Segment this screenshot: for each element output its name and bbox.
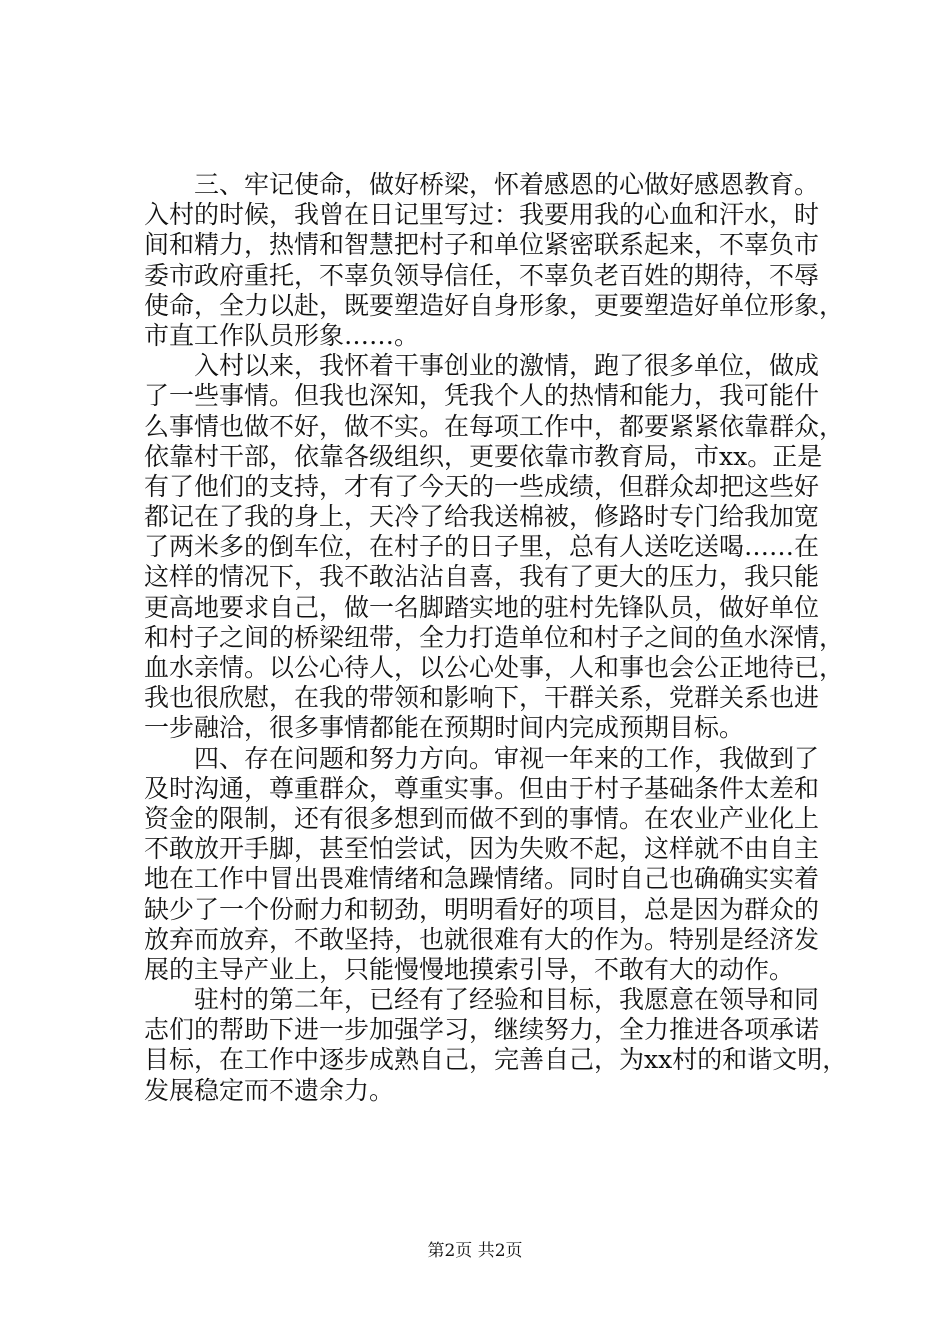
paragraph-4 [144,985,848,1106]
text-line: 我也很欣慰，在我的带领和影响下，干群关系，党群关系也进 [144,683,820,713]
text-line: 有了他们的支持，才有了今天的一些成绩，但群众却把这些好 [144,471,820,501]
text-line: 展的主导产业上，只能慢慢地摸索引导，不敢有大的动作。 [144,954,795,984]
text-line: 了一些事情。但我也深知，凭我个人的热情和能力，我可能什 [144,381,820,411]
text-line: 依靠村干部，依靠各级组织，更要依靠市教育局，市xx。正是 [144,441,823,471]
page-footer [0,1240,950,1262]
document-body [144,170,848,1106]
text-line: 驻村的第二年，已经有了经验和目标，我愿意在领导和同 [194,985,820,1015]
text-line: 血水亲情。以公心待人，以公心处事，人和事也会公正地待已， [144,653,845,682]
paragraph-2 [144,351,845,743]
text-line: 么事情也做不好，做不实。在每项工作中，都要紧紧依靠群众， [144,411,845,441]
text-line: 这样的情况下，我不敢沾沾自喜，我有了更大的压力，我只能 [144,562,820,592]
text-line: 一步融洽，很多事情都能在预期时间内完成预期目标。 [144,713,745,743]
text-line: 和村子之间的桥梁纽带，全力打造单位和村子之间的鱼水深情， [144,622,845,652]
text-line: 委市政府重托，不辜负领导信任，不辜负老百姓的期待，不辱 [144,260,820,290]
text-line: 发展稳定而不遗余力。 [144,1075,395,1105]
text-line: 入村的时候，我曾在日记里写过：我要用我的心血和汗水，时 [144,200,820,230]
text-line: 四、存在问题和努力方向。审视一年来的工作，我做到了 [194,743,820,773]
text-line: 市直工作队员形象……。 [144,320,420,350]
page-number: 第2页 共2页 [427,1241,523,1261]
text-line: 放弃而放弃，不敢坚持，也就很难有大的作为。特别是经济发 [144,924,820,954]
text-line: 了两米多的倒车位，在村子的日子里，总有人送吃送喝……在 [144,532,820,562]
text-line: 更高地要求自己，做一名脚踏实地的驻村先锋队员，做好单位 [144,592,820,622]
text-line: 间和精力，热情和智慧把村子和单位紧密联系起来，不辜负市 [144,230,820,260]
text-line: 都记在了我的身上，天冷了给我送棉被，修路时专门给我加宽 [144,502,820,532]
paragraph-1 [144,170,845,351]
text-line: 不敢放开手脚，甚至怕尝试，因为失败不起，这样就不由自主 [144,834,820,864]
text-line: 目标，在工作中逐步成熟自己，完善自己，为xx村的和谐文明， [144,1045,848,1075]
text-line: 资金的限制，还有很多想到而做不到的事情。在农业产业化上 [144,803,820,833]
text-line: 入村以来，我怀着干事创业的激情，跑了很多单位，做成 [194,351,820,381]
text-line: 及时沟通，尊重群众，尊重实事。但由于村子基础条件太差和 [144,773,820,803]
text-line: 地在工作中冒出畏难情绪和急躁情绪。同时自己也确确实实着 [144,864,820,894]
paragraph-3 [144,743,820,986]
text-line: 三、牢记使命，做好桥梁，怀着感恩的心做好感恩教育。 [194,170,820,199]
text-line: 缺少了一个份耐力和韧劲，明明看好的项目，总是因为群众的 [144,894,820,924]
text-line: 志们的帮助下进一步加强学习，继续努力，全力推进各项承诺 [144,1015,820,1045]
text-line: 使命，全力以赴，既要塑造好自身形象，更要塑造好单位形象， [144,290,845,320]
